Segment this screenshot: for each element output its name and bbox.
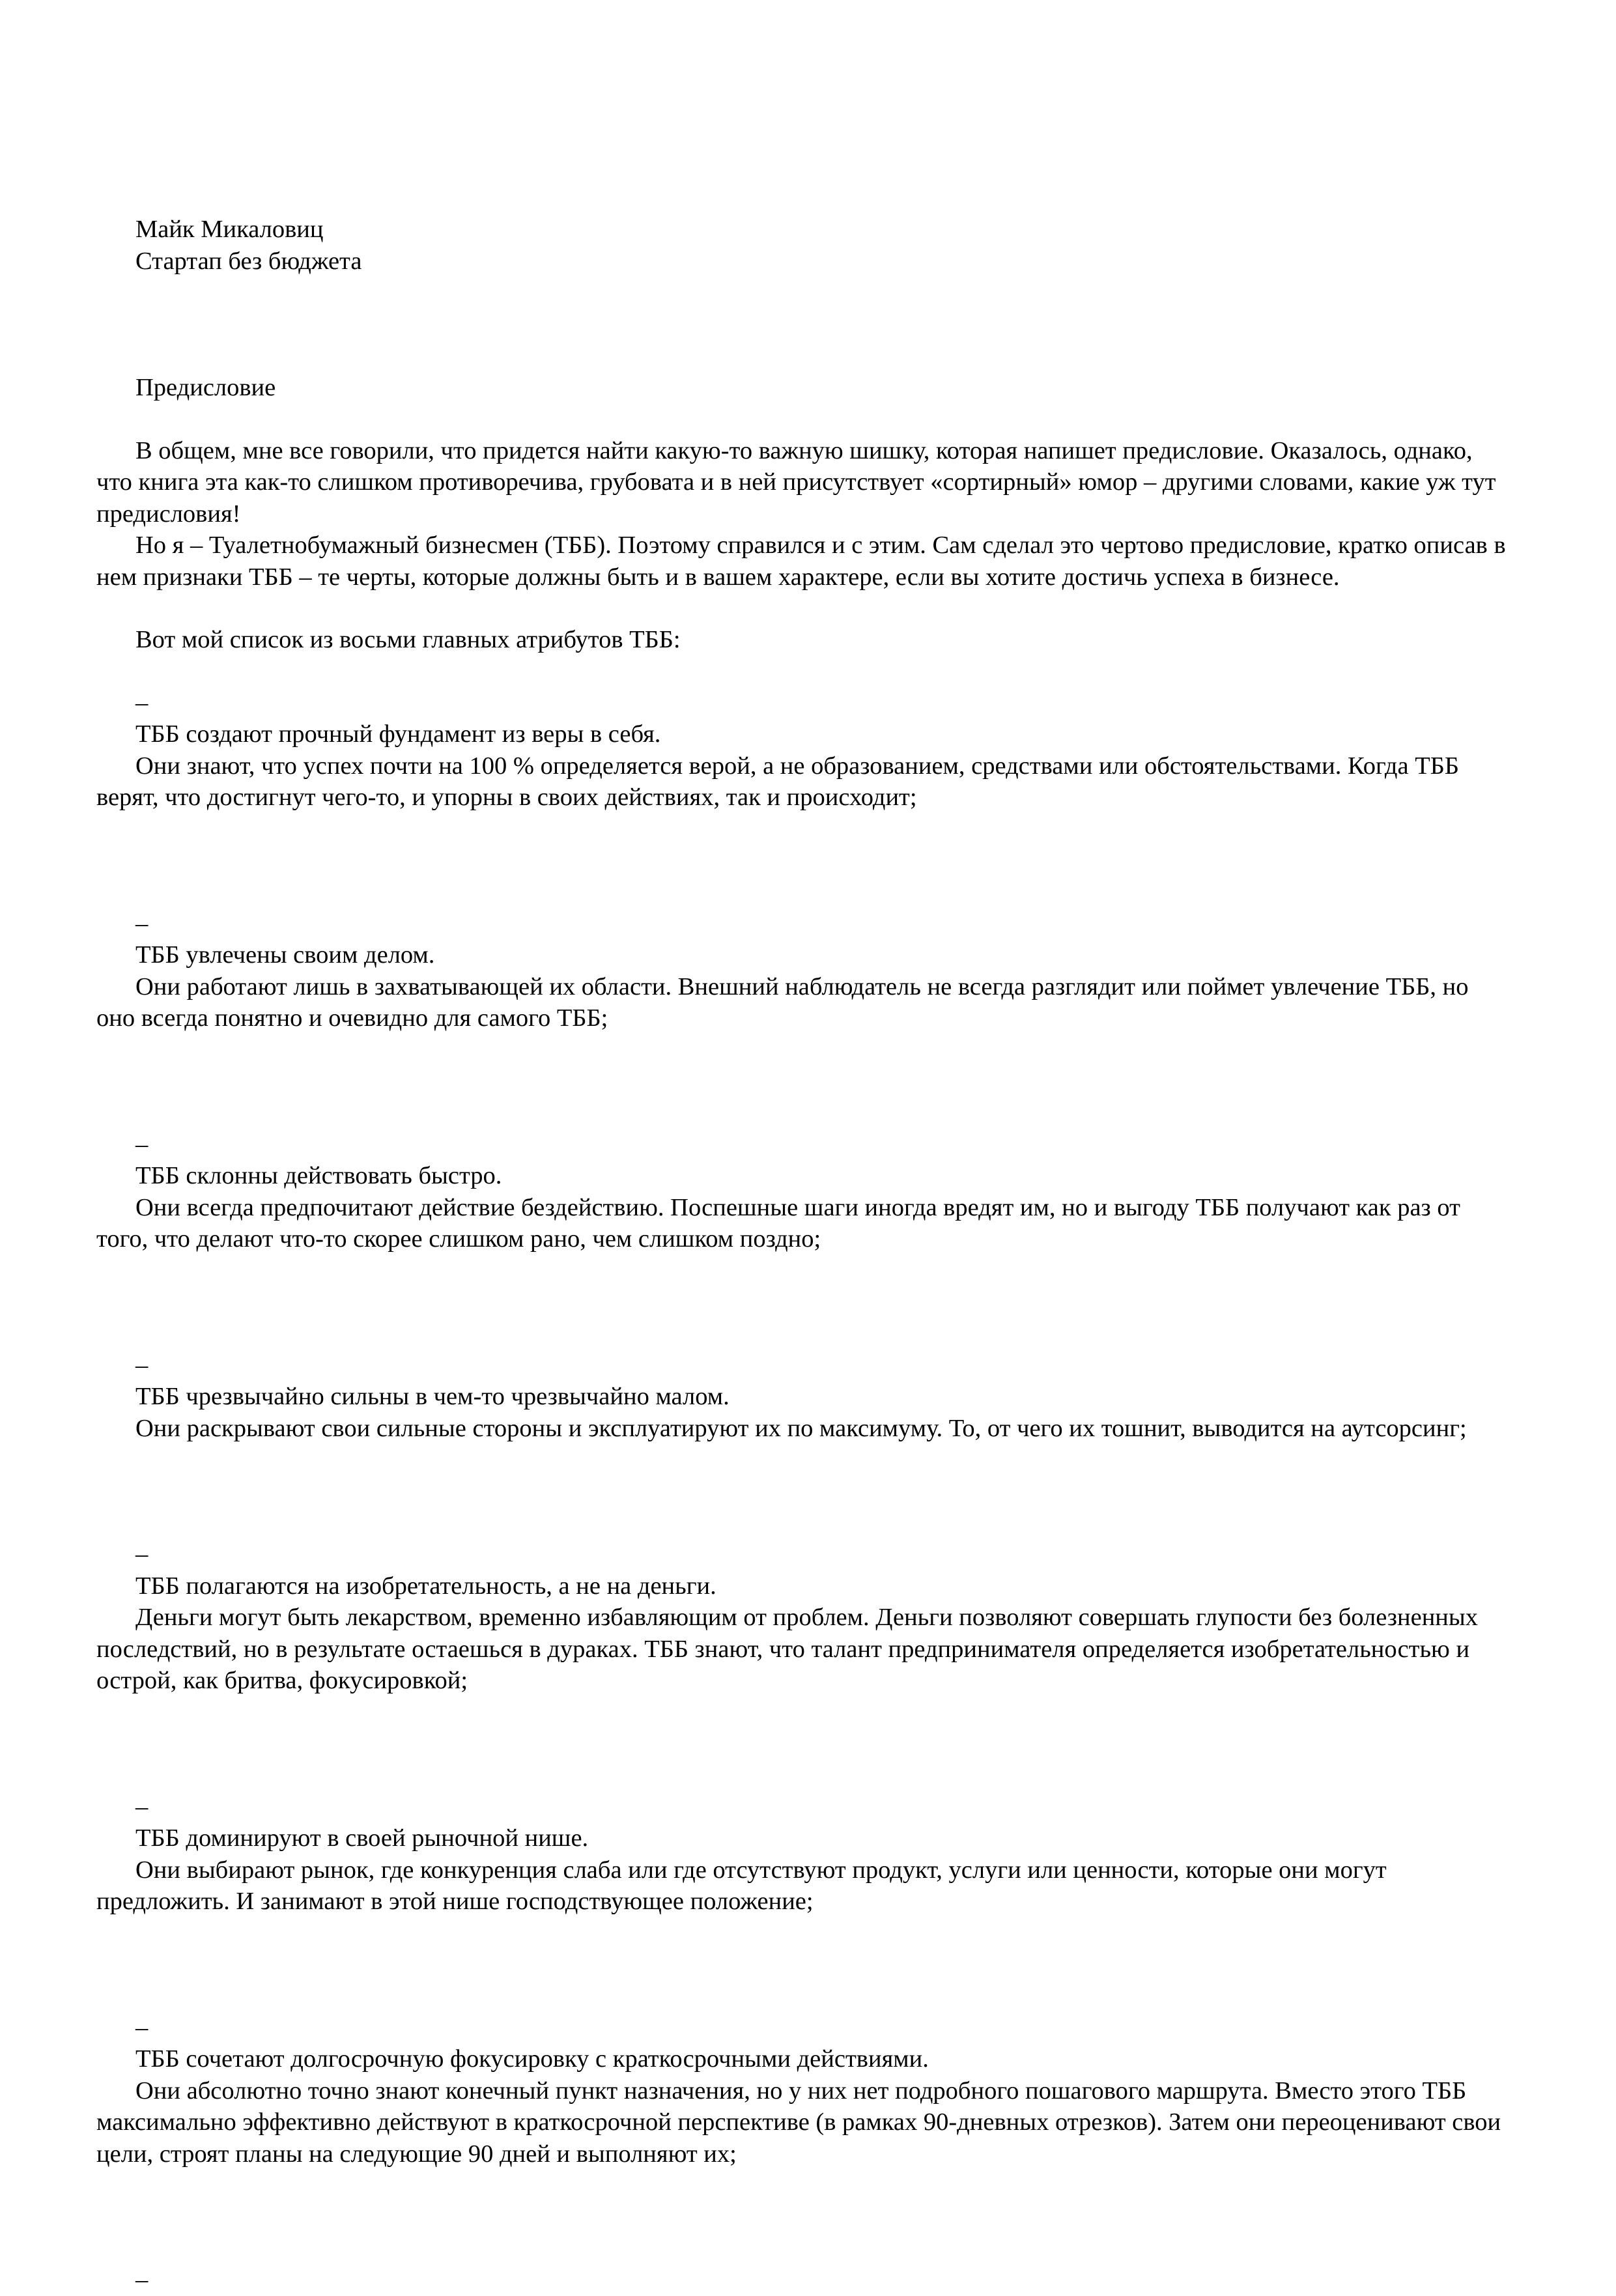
- attribute-text: Деньги могут быть лекарством, временно избавляющим от проблем. Деньги позволяют совершать глупости без болезненных последствий, но в результате остаешься в дураках. ТББ знают, что талант предпринимателя определяется изобретательностью и острой, как бритва, фокусировкой;: [96, 1604, 1484, 1694]
- attribute-text: Они раскрывают свои сильные стороны и эксплуатируют их по максимуму. То, от чего их тошнит, выводится на аутсорсинг;: [135, 1414, 1467, 1442]
- list-dash: –: [135, 2266, 149, 2293]
- attribute-text: Они знают, что успех почти на 100 % определяется верой, а не образованием, средствами или обстоятельствами. Когда ТББ верят, что достигнут чего-то, и упорны в своих действиях, так и происходит;: [96, 752, 1466, 811]
- list-dash: –: [135, 688, 149, 716]
- list-dash: –: [135, 909, 149, 937]
- attribute-heading: ТББ склонны действовать быстро.: [135, 1162, 502, 1189]
- list-dash: –: [135, 2013, 149, 2041]
- author-name: Майк Микаловиц: [135, 216, 324, 243]
- intro-paragraph: В общем, мне все говорили, что придется найти какую-то важную шишку, которая напишет предисловие. Оказалось, однако, что книга эта как-то слишком противоречива, грубовата и в ней присутствует «сортирный» юмор – другими словами, какие уж тут предисловия!: [96, 436, 1503, 528]
- attribute-text: Они работают лишь в захватывающей их области. Внешний наблюдатель не всегда разглядит или поймет увлечение ТББ, но оно всегда понятно и очевидно для самого ТББ;: [96, 972, 1475, 1032]
- intro-paragraph: Но я – Туалетнобумажный бизнесмен (ТББ). Поэтому справился и с этим. Сам сделал это чертово предисловие, кратко описав в нем признаки ТББ – те черты, которые должны быть и в вашем характере, если вы хотите достичь успеха в бизнесе.: [96, 531, 1512, 591]
- list-dash: –: [135, 1540, 149, 1568]
- list-dash: –: [135, 1351, 149, 1379]
- attribute-heading: ТББ сочетают долгосрочную фокусировку с краткосрочными действиями.: [135, 2045, 929, 2073]
- attribute-heading: ТББ доминируют в своей рыночной нише.: [135, 1824, 589, 1852]
- list-dash: –: [135, 1130, 149, 1158]
- attribute-heading: ТББ чрезвычайно сильны в чем-то чрезвычайно малом.: [135, 1383, 730, 1410]
- attribute-heading: ТББ увлечены своим делом.: [135, 941, 435, 969]
- attribute-text: Они абсолютно точно знают конечный пункт назначения, но у них нет подробного пошагового маршрута. Вместо этого ТББ максимально эффективно действуют в краткосрочной перспективе (в рамках 90-дневных отрезков). Затем они переоценивают свои цели, строят планы на следующие 90 дней и выполняют их;: [96, 2076, 1507, 2168]
- section-title: Предисловие: [135, 374, 276, 401]
- attribute-heading: ТББ полагаются на изобретательность, а не на деньги.: [135, 1572, 716, 1600]
- attribute-text: Они всегда предпочитают действие бездействию. Поспешные шаги иногда вредят им, но и выгоду ТББ получают как раз от того, что делают что-то скорее слишком рано, чем слишком поздно;: [96, 1193, 1467, 1253]
- book-title: Стартап без бюджета: [135, 247, 362, 275]
- list-dash: –: [135, 1793, 149, 1821]
- attribute-heading: ТББ создают прочный фундамент из веры в себя.: [135, 720, 661, 748]
- document-page: [96, 0, 1510, 2296]
- list-intro: Вот мой список из восьми главных атрибутов ТББ:: [135, 626, 681, 653]
- attribute-text: Они выбирают рынок, где конкуренция слаба или где отсутствуют продукт, услуги или ценности, которые они могут предложить. И занимают в этой нише господствующее положение;: [96, 1856, 1393, 1915]
